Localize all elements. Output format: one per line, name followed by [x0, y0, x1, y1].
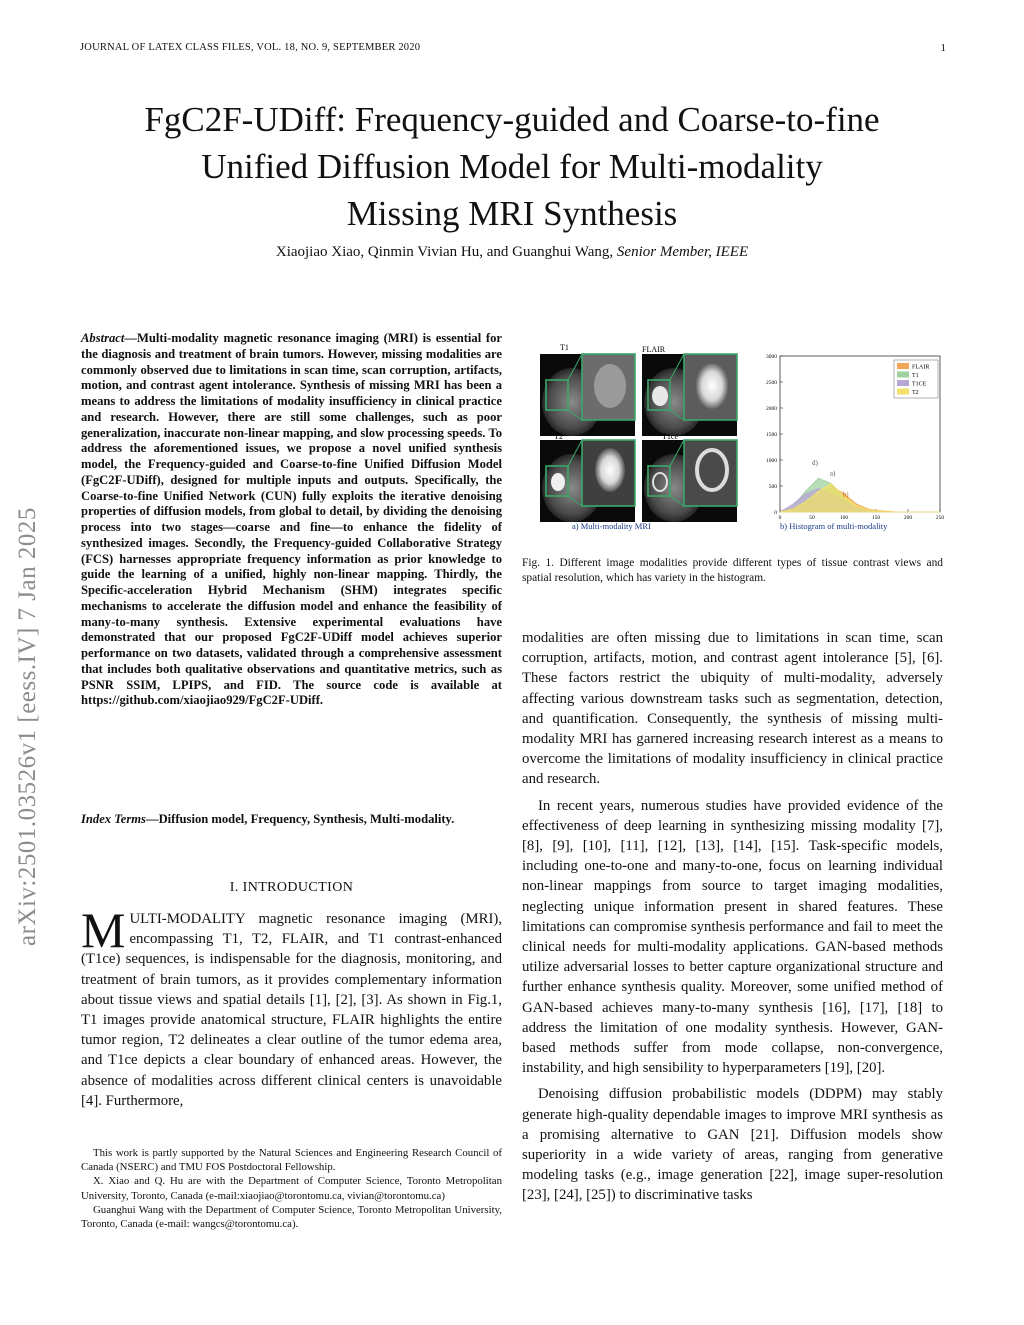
- x-tick-label: 50: [809, 515, 815, 521]
- abstract-lead: Abstract: [81, 331, 125, 345]
- index-terms: [81, 812, 502, 828]
- figure-caption: Fig. 1. Different image modalities provide different types of tissue contrast views and spatial resolution, which has variety in the histogram.: [522, 557, 943, 584]
- figure-1: [522, 340, 947, 540]
- right-paragraph-2: In recent years, numerous studies have provided evidence of the effectiveness of deep learning in synthesizing missing modality [7], [8], [9], [10], [11], [12], [13], [14], [15]. Task-specific models, including one-to-one and many-to-one, focus on learning individual non-linear mappings from source to target imaging modalities, neglecting unique information present in shared features. These limitations can compromise synthesis performance and fail to meet the clinical needs for multi-modality applications. GAN-based methods utilize adversarial losses to better capture organizational structure and further enhance synthesis quality. Moreover, some unified method of GAN-based achieves many-to-many synthesis [16], [17], [18] to address the limitation of one modality synthesis. However, GAN-based methods suffer from mode collapse, non-convergence, instability, and high sensibility to hyperparameters [19], [20].: [522, 797, 943, 1077]
- title-line-1: FgC2F-UDiff: Frequency-guided and Coarse-to-fine: [144, 100, 880, 139]
- panel-label-t1ce: T1ce: [662, 432, 678, 441]
- dropcap: M: [81, 902, 126, 958]
- x-tick-label: 250: [935, 515, 945, 521]
- legend-label-flair: FLAIR: [912, 364, 930, 371]
- panel-label-t2: T2: [554, 432, 563, 441]
- chart-annotation: a): [829, 469, 836, 478]
- panel-label-flair: FLAIR: [642, 345, 666, 354]
- x-tick-label: 150: [871, 515, 881, 521]
- intro-paragraph: [81, 902, 502, 1111]
- y-tick-label: 500: [768, 484, 777, 490]
- paper-title: [60, 96, 964, 237]
- mri-panel-flair: [642, 354, 737, 436]
- right-paragraph-3: Denoising diffusion probabilistic models (DDPM) may stably generate high-quality dependable images to improve MRI synthesis as a promising alternative to GAN [21]. Diffusion models show superiority in a wide variety of areas, ranging from generative modeling tasks (e.g., image generation [22], image super-resolution [23], [24], [25]) to discriminative tasks: [522, 1086, 943, 1204]
- footnote-affiliation-1: X. Xiao and Q. Hu are with the Department of Computer Science, Toronto Metropolitan University, Toronto, Canada (e-mail:xiaojiao@torontomu.ca, vivian@torontomu.ca): [81, 1175, 502, 1202]
- x-tick-label: 0: [778, 515, 782, 521]
- mri-panel-t1: [540, 354, 635, 436]
- running-head: JOURNAL OF LATEX CLASS FILES, VOL. 18, NO. 9, SEPTEMBER 2020: [80, 42, 421, 53]
- subcaption-b: b) Histogram of multi-modality: [780, 521, 888, 531]
- footnote-funding: This work is partly supported by the Natural Sciences and Engineering Research Council of Canada (NSERC) and TMU FOS Postdoctoral Fellowship.: [81, 1147, 502, 1174]
- legend-label-t1: T1: [912, 373, 919, 379]
- y-tick-label: 3000: [766, 354, 777, 360]
- author-title: Senior Member, IEEE: [616, 244, 749, 260]
- right-column-text: [522, 628, 943, 1212]
- legend-swatch-flair: [897, 363, 909, 369]
- subcaption-a: a) Multi-modality MRI: [572, 521, 651, 531]
- abstract: [81, 331, 502, 709]
- footnotes: [81, 1146, 502, 1231]
- legend-label-t1ce: T1CE: [912, 381, 927, 388]
- author-list: [60, 244, 964, 261]
- abstract-text: —Multi-modality magnetic resonance imaging (MRI) is essential for the diagnosis and treatment of brain tumors. However, missing modalities are commonly observed due to limitations in scan time, scan corruption, artifacts, motion, and contrast agent intolerance. Synthesis of missing MRI has been a means to address the limitations of modality insufficiency in clinical practice and research. However, there are still some challenges, such as poor generalization, inaccurate non-linear mapping, and slow processing speeds. To address the aforementioned issues, we propose a novel unified synthesis model, the Frequency-guided and Coarse-to-fine Unified Diffusion Model (FgC2F-UDiff), designed for multiple inputs and outputs. Specifically, the Coarse-to-fine Unified Network (CUN) fully exploits the iterative denoising properties of diffusion models, from global to detail, by dividing the denoising process into two stages—coarse and fine—to enhance the fidelity of synthesized images. Secondly, the Frequency-guided Collaborative Strategy (FCS) harnesses appropriate frequency information as prior knowledge to guide the learning of a unified, highly non-linear mapping. Thirdly, the Specific-acceleration Hybrid Mechanism (SHM) integrates specific mechanisms to accelerate the diffusion model and enhance the feasibility of many-to-many synthesis. Extensive experimental evaluations have demonstrated that our proposed FgC2F-UDiff model achieves superior performance on two datasets, validated through a comprehensive assessment that includes both qualitative observations and quantitative metrics, such as PSNR SSIM, LPIPS, and FID. The source code is available at https://github.com/xiaojiao929/FgC2F-UDiff.: [81, 331, 502, 708]
- mri-panel-t2: [540, 440, 635, 522]
- chart-annotation: b): [842, 490, 849, 499]
- section-heading: I. INTRODUCTION: [229, 880, 354, 895]
- right-paragraph-1: modalities are often missing due to limitations in scan time, scan corruption, artifacts, motion, and contrast agent intolerance [5], [6]. These factors restrict the ubiquity of multi-modality, adversely affecting various downstream tasks such as segmentation, detection, and quantification. Consequently, the synthesis of missing multi-modality MRI has garnered increasing research interest as a means to overcome the limitations of modality insufficiency in clinical practice and research.: [522, 630, 943, 788]
- y-tick-label: 1500: [766, 432, 777, 438]
- legend-label-t2: T2: [912, 390, 919, 396]
- legend-swatch-t1: [897, 372, 909, 378]
- page-number: 1: [940, 42, 946, 54]
- x-tick-label: 200: [903, 515, 913, 521]
- legend-swatch-t1ce: [897, 380, 909, 386]
- x-tick-label: 100: [839, 515, 849, 521]
- index-terms-lead: Index Terms: [81, 812, 146, 826]
- mri-panel-t1ce: [642, 440, 737, 522]
- index-terms-text: —Diffusion model, Frequency, Synthesis, Multi-modality.: [145, 812, 455, 826]
- title-line-2: Unified Diffusion Model for Multi-modality: [201, 147, 823, 186]
- histogram-chart: [766, 354, 944, 521]
- legend-swatch-t2: [897, 389, 909, 395]
- title-line-3: Missing MRI Synthesis: [346, 194, 678, 233]
- y-tick-label: 2000: [766, 406, 777, 412]
- footnote-affiliation-2: Guanghui Wang with the Department of Computer Science, Toronto Metropolitan University, Toronto, Canada (e-mail: wangcs@torontomu.ca).: [81, 1203, 502, 1231]
- chart-annotation: d): [812, 459, 818, 468]
- y-tick-label: 2500: [766, 380, 777, 386]
- arxiv-stamp: arXiv:2501.03526v1 [eess.IV] 7 Jan 2025: [14, 507, 41, 946]
- panel-label-t1: T1: [560, 343, 569, 352]
- y-tick-label: 1000: [766, 458, 777, 464]
- authors: Xiaojiao Xiao, Qinmin Vivian Hu, and Guanghui Wang,: [275, 244, 614, 260]
- intro-first-word: ULTI-MODALITY: [129, 911, 246, 927]
- figure-1-graphic: [522, 340, 947, 540]
- y-tick-label: 0: [774, 510, 777, 516]
- intro-text: magnetic resonance imaging (MRI), encompassing T1, T2, FLAIR, and T1 contrast-enhanced (T1ce) sequences, is indispensable for the diagnosis, monitoring, and treatment of brain tumors, as it provides complementary information about tissue views and spatial details [1], [2], [3]. As shown in Fig.1, T1 images provide anatomical structure, FLAIR highlights the entire tumor region, T2 delineates a clear outline of the tumor edema area, and T1ce depicts a clear boundary of enhanced areas. However, the absence of modalities across different clinical centers is unavoidable [4]. Furthermore,: [81, 911, 502, 1109]
